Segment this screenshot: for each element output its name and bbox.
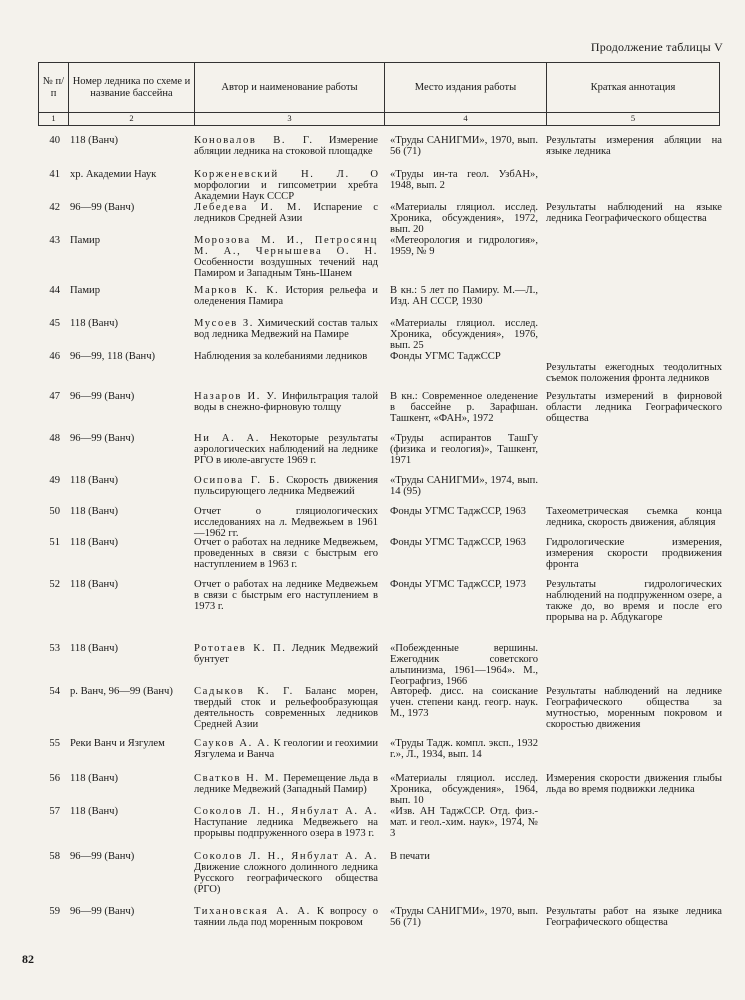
column-header-number: № п/п <box>39 63 69 113</box>
table-continuation-caption: Продолжение таблицы V <box>590 40 723 54</box>
column-number: 2 <box>69 113 195 126</box>
page-number: 82 <box>22 952 34 966</box>
table-body: 40 118 (Ванч) Коновалов В. Г. Измерение абляции ледника на стоковой площадке «Труды САНИГМИ», 1970, вып. 56 (71) Результаты измерения абляции на языке ледника 41 хр. Академии Наук Корженевский Н. Л. О морфологии и гипсометрии хребта Академии Наук СССР «Труды ин-та геол. УзбАН», 1948, вып. 2 42 96—99 (Ванч) Лебедева И. М. Испарение с ледников Средней Азии «Материалы гляциол. исслед. Хроника, обсуждения», 1972, вып. 20 Результаты наблюдений на языке ледника Географического общества 43 Памир Морозова М. И., Петросянц М. А., Чернышева О. Н. Особенности воздушных течений над Памиром и Западным Тянь-Шанем «Метеорология и гидрология», 1959, № 9 44 Памир Марков К. К. История рельефа и оледенения Памира В кн.: 5 лет по Памиру. М.—Л., Изд. АН СССР, 1930 45 118 (Ванч) Мусоев З. Химический состав талых вод ледника Медвежий на Памире «Материалы гляциол. исслед. Хроника, обсуждения», 1976, вып. 25 46 96—99, 118 (Ванч) Наблюдения за колебаниями ледников Фонды УГМС ТаджССР Результаты ежегодных теодолитных съемок положения фронта ледников 47 96—99 (Ванч) Назаров И. У. Инфильтрация талой воды в снежно-фирновую толщу В кн.: Современное оледенение в бассейне р. Зарафшан. Ташкент, «ФАН», 1972 Результаты измерений в фирновой области ледника Географического общества 48 96—99 (Ванч) Ни А. А. Некоторые результаты аэрологических наблюдений на леднике РГО в июле-августе 1969 г. «Труды аспирантов ТашГу (физика и геология)», Ташкент, 1971 49 118 (Ванч) Осипова Г. Б. Скорость движения пульсирующего ледника Медвежий «Труды САНИГМИ», 1974, вып. 14 (95) 50 118 (Ванч) Отчет о гляциологических исследованиях на л. Медвежьем в 1961—1962 гг. Фонды УГМС ТаджССР, 1963 Тахеометрическая съемка конца ледника, скорость движения, абляция 51 118 (Ванч) Отчет о работах на леднике Медвежьем, проведенных в связи с быстрым его наступлением в 1963 г. Фонды УГМС ТаджССР, 1963 Гидрологические измерения, измерения скорости продвижения фронта 52 118 (Ванч) Отчет о работах на леднике Медвежьем в связи с быстрым его наступлением в 1973 г. Фонды УГМС ТаджССР, 1973 Результаты гидрологических наблюдений на подпруженном озере, а также до, во время и после его прорыва на р. Абдукагоре 53 118 (Ванч) Рототаев К. П. Ледник Медвежий бунтует «Побежденные вершины. Ежегодник советского альпинизма, 1961—1964». М., Географгиз, 1966 54 р. Ванч, 96—99 (Ванч) Садыков К. Г. Баланс морен, твердый сток и рельефообразующая деятельность современных ледников Средней Азии Автореф. дисс. на соискание учен. степени канд. геогр. наук. М., 1973 Результаты наблюдений на леднике Географического общества за мутностью, моренным покровом и скоростью движения 55 Реки Ванч и Язгулем Сауков А. А. К геологии и геохимии Язгулема и Ванча «Труды Тадж. компл. эксп., 1932 г.», Л., 1934, вып. 14 56 118 (Ванч) Сватков Н. М. Перемещение льда в леднике Медвежий (Западный Памир) «Материалы гляциол. исслед. Хроника, обсуждения», 1964, вып. 10 Измерения скорости движения глыбы льда во время подвижки ледника 57 118 (Ванч) Соколов Л. Н., Янбулат А. А. Наступание ледника Медвежьего на прорывы подпруженного озера в 1973 г. «Изв. АН ТаджССР. Отд. физ.-мат. и геол.-хим. наук», 1974, № 3 58 96—99 (Ванч) Соколов Л. Н., Янбулат А. А. Движение сложного долинного ледника Русского географического общества (РГО) В печати 59 96—99 (Ванч) Тихановская А. А. К вопросу о таянии льда под моренным покровом «Труды САНИГМИ», 1970, вып. 56 (71) Результаты работ на языке ледника Географического общества <box>49 135 722 928</box>
column-header-place: Место издания работы <box>385 63 547 113</box>
column-number: 3 <box>195 113 385 126</box>
column-header-author: Автор и наименование работы <box>195 63 385 113</box>
table-header <box>38 62 720 126</box>
column-header-annotation: Краткая аннотация <box>547 63 720 113</box>
column-number: 5 <box>547 113 720 126</box>
column-number: 4 <box>385 113 547 126</box>
column-number: 1 <box>39 113 69 126</box>
column-header-glacier: Номер ледника по схеме и название бассейна <box>69 63 195 113</box>
